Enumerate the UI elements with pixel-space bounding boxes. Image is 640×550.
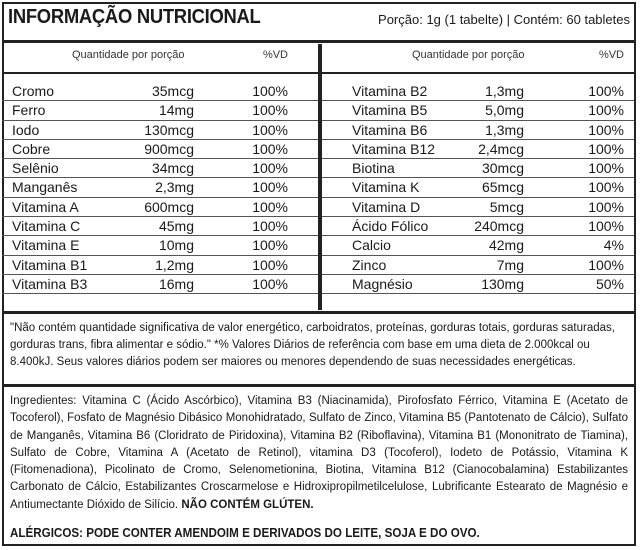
nutrient-row bbox=[322, 217, 634, 236]
nutrient-row bbox=[2, 256, 318, 275]
nutrient-vd: 100% bbox=[588, 102, 624, 119]
quantity-header: Quantidade por porção bbox=[72, 49, 185, 61]
nutrient-row bbox=[2, 82, 318, 101]
nutrition-column-left bbox=[2, 44, 318, 310]
nutrient-row bbox=[322, 198, 634, 217]
note-divider bbox=[2, 384, 634, 387]
title-divider bbox=[2, 40, 634, 43]
nutrient-rows bbox=[2, 82, 318, 294]
nutrient-vd: 50% bbox=[595, 275, 624, 292]
nutrient-vd: 100% bbox=[252, 275, 288, 292]
nutrient-name: Zinco bbox=[352, 256, 387, 273]
nutrient-vd: 100% bbox=[252, 121, 288, 138]
nutrient-name: Vitamina B1 bbox=[12, 256, 88, 273]
nutrient-row bbox=[322, 236, 634, 255]
nutrient-row bbox=[322, 275, 634, 294]
nutrient-amount: 600mcg bbox=[144, 198, 194, 215]
allergy-warning: ALÉRGICOS: PODE CONTER AMENDOIM E DERIVADOS DO LEITE, SOJA E DO OVO. bbox=[10, 526, 480, 540]
nutrient-name: Vitamina D bbox=[352, 198, 421, 215]
vd-header: %VD bbox=[262, 49, 288, 61]
nutrient-vd: 100% bbox=[252, 218, 288, 235]
nutrient-row bbox=[2, 101, 318, 120]
nutrient-row bbox=[322, 159, 634, 178]
nutrient-amount: 5,0mg bbox=[485, 102, 524, 119]
nutrient-name: Cobre bbox=[12, 140, 51, 157]
nutrient-amount: 1,3mg bbox=[485, 83, 524, 99]
nutrient-vd: 100% bbox=[252, 83, 288, 99]
ingredients-text bbox=[10, 393, 628, 514]
nutrient-name: Biotina bbox=[352, 160, 395, 177]
nutrient-amount: 30mcg bbox=[481, 160, 524, 177]
nutrient-name: Vitamina E bbox=[12, 237, 80, 254]
nutrient-amount: 42mg bbox=[488, 237, 524, 254]
nutrient-vd: 100% bbox=[588, 179, 624, 196]
reference-note: "Não contém quantidade significativa de valor energético, carboidratos, proteínas, gorduras totais, gorduras saturadas, gorduras trans, fibra alimentar e sódio." *% Valores Diários de referência com base em uma dieta de 2.000kcal ou 8.400kJ. Seus valores diários podem ser maiores ou menores dependendo de suas necessidades energéticas. bbox=[10, 322, 615, 368]
label-title: INFORMAÇÃO NUTRICIONAL bbox=[8, 6, 261, 28]
nutrient-amount: 10mg bbox=[158, 237, 194, 254]
quantity-header: Quantidade por porção bbox=[412, 49, 525, 61]
nutrition-table bbox=[2, 44, 634, 310]
nutrient-vd: 100% bbox=[252, 102, 288, 119]
nutrient-name: Vitamina B3 bbox=[12, 275, 88, 292]
portion-info: Porção: 1g (1 tabelte) | Contém: 60 tabletes bbox=[378, 12, 630, 27]
nutrient-name: Vitamina B6 bbox=[352, 121, 428, 138]
nutrient-row bbox=[2, 198, 318, 217]
nutrient-row bbox=[2, 159, 318, 178]
nutrient-vd: 100% bbox=[588, 198, 624, 215]
nutrient-amount: 34mcg bbox=[151, 160, 194, 177]
nutrient-name: Ácido Fólico bbox=[352, 218, 429, 235]
nutrient-name: Vitamina B5 bbox=[352, 102, 428, 119]
nutrient-rows bbox=[322, 82, 634, 294]
nutrient-name: Magnésio bbox=[352, 275, 413, 292]
nutrient-row bbox=[322, 82, 634, 101]
nutrient-vd: 100% bbox=[588, 83, 624, 99]
nutrient-vd: 100% bbox=[252, 160, 288, 177]
table-bottom-divider bbox=[2, 311, 634, 314]
nutrition-column-right bbox=[322, 44, 634, 310]
nutrient-vd: 100% bbox=[588, 256, 624, 273]
nutrient-row bbox=[2, 140, 318, 159]
gluten-notice: NÃO CONTÉM GLÚTEN. bbox=[181, 498, 314, 511]
nutrient-amount: 65mcg bbox=[481, 179, 524, 196]
nutrient-row bbox=[322, 140, 634, 159]
nutrient-amount: 1,3mg bbox=[485, 121, 524, 138]
nutrient-amount: 14mg bbox=[158, 102, 194, 119]
nutrient-name: Selênio bbox=[12, 160, 59, 177]
ingredients-list: Ingredientes: Vitamina C (Ácido Ascórbico), Vitamina B3 (Niacinamida), Pirofosfato Férrico, Vitamina E (Acetato de Tocoferol), Fosfato de Magnésio Dibásico Monohidratado, Sulfato de Zinco, Vitamina B5 (Pantotenato de Cálcio), Sulfato de Manganês, Vitamina B6 (Cloridrato de Piridoxina), Vitamina B2 (Riboflavina), Vitamina B1 (Mononitrato de Tiamina), Sulfato de Cobre, Vitamina A (Acetato de Retinol), vitamina D3 (Tocoferol), Iodeto de Potássio, Vitamina K (Fitomenadiona), Picolinato de Cromo, Selenometionina, Biotina, Vitamina B12 (Cianocobalamina) Estabilizantes Carbonato de Cálcio, Estabilizantes Croscarmelose e Hidroxipropilmetilcelulose, Lubrificante Estearato de Magnésio e Antiumectante Dióxido de Silício. bbox=[10, 395, 628, 511]
nutrient-vd: 100% bbox=[588, 140, 624, 157]
nutrient-vd: 100% bbox=[252, 198, 288, 215]
nutrient-amount: 5mcg bbox=[489, 198, 524, 215]
nutrient-vd: 100% bbox=[588, 218, 624, 235]
nutrient-amount: 2,3mg bbox=[155, 179, 194, 196]
nutrient-row bbox=[2, 217, 318, 236]
nutrient-vd: 100% bbox=[588, 121, 624, 138]
nutrient-vd: 100% bbox=[252, 140, 288, 157]
nutrient-vd: 4% bbox=[603, 237, 624, 254]
nutrient-row bbox=[322, 256, 634, 275]
column-header bbox=[2, 44, 318, 66]
nutrient-vd: 100% bbox=[588, 160, 624, 177]
nutrient-name: Manganês bbox=[12, 179, 78, 196]
nutrient-name: Cromo bbox=[12, 83, 55, 99]
nutrient-amount: 900mcg bbox=[144, 140, 194, 157]
nutrient-amount: 2,4mcg bbox=[478, 140, 524, 157]
nutrient-vd: 100% bbox=[252, 179, 288, 196]
nutrient-row bbox=[2, 178, 318, 197]
nutrient-amount: 1,2mg bbox=[155, 256, 194, 273]
nutrient-amount: 130mcg bbox=[144, 121, 194, 138]
nutrient-name: Vitamina K bbox=[352, 179, 420, 196]
nutrient-name: Vitamina B2 bbox=[352, 83, 428, 99]
nutrient-vd: 100% bbox=[252, 256, 288, 273]
nutrient-row bbox=[2, 275, 318, 294]
nutrient-name: Vitamina A bbox=[12, 198, 79, 215]
vd-header: %VD bbox=[598, 49, 624, 61]
nutrient-vd: 100% bbox=[252, 237, 288, 254]
nutrient-name: Ferro bbox=[12, 102, 46, 119]
nutrient-row bbox=[2, 236, 318, 255]
nutrient-row bbox=[322, 121, 634, 140]
nutrient-name: Calcio bbox=[352, 237, 391, 254]
nutrient-name: Iodo bbox=[12, 121, 40, 138]
nutrient-row bbox=[2, 121, 318, 140]
nutrient-amount: 130mg bbox=[481, 275, 524, 292]
nutrient-amount: 45mg bbox=[158, 218, 194, 235]
nutrient-row bbox=[322, 178, 634, 197]
nutrient-amount: 7mg bbox=[496, 256, 524, 273]
nutrient-name: Vitamina C bbox=[12, 218, 81, 235]
nutrient-name: Vitamina B12 bbox=[352, 140, 436, 157]
column-header bbox=[322, 44, 634, 66]
nutrient-amount: 35mcg bbox=[151, 83, 194, 99]
header-divider bbox=[2, 72, 318, 74]
nutrient-amount: 240mcg bbox=[474, 218, 524, 235]
nutrient-amount: 16mg bbox=[158, 275, 194, 292]
header-divider bbox=[322, 72, 634, 74]
nutrient-row bbox=[322, 101, 634, 120]
